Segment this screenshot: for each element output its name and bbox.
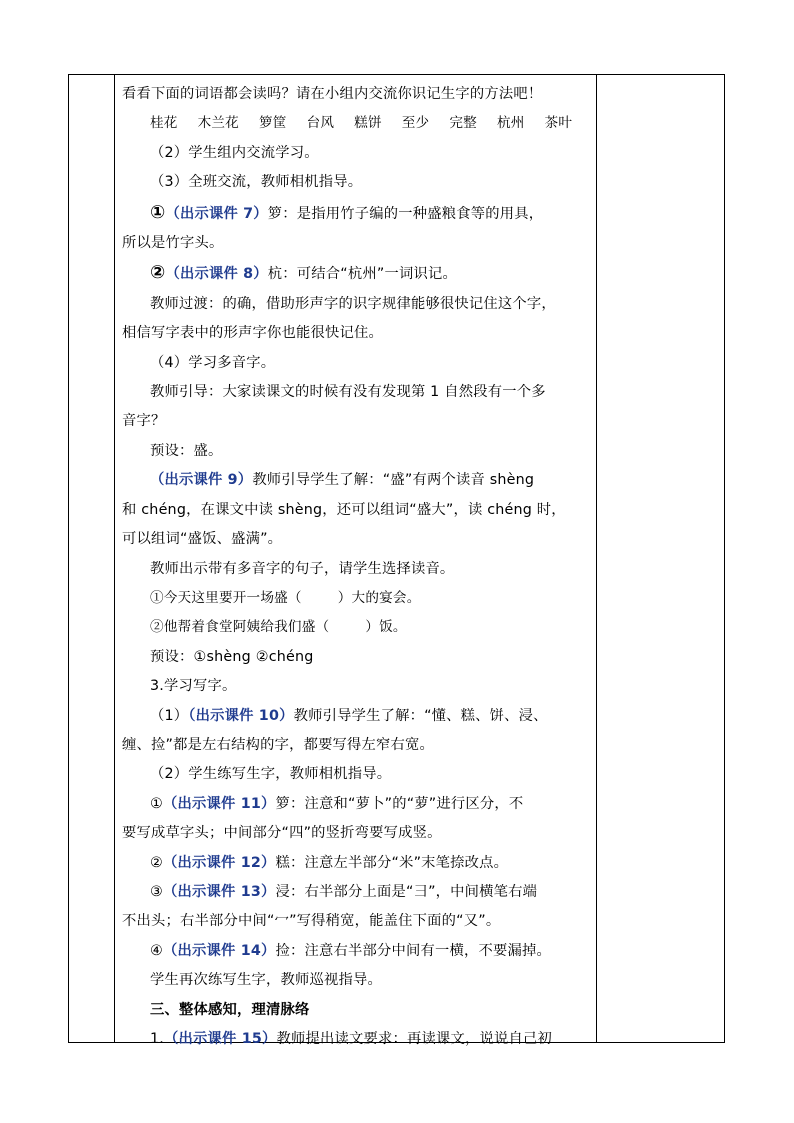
text-line: 缠、捡”都是左右结构的字，都要写得左窄右宽。 [122,736,435,753]
vocab-word: 桂花 [150,115,178,132]
text-line: （4）学习多音字。 [150,354,276,371]
courseware-tag: （出示课件 9） [150,472,253,489]
courseware-tag: （出示课件 13） [163,883,276,900]
text-line [122,878,590,907]
vocab-word: 至少 [401,115,430,132]
courseware-tag: （出示课件 12） [163,854,276,871]
courseware-tag: （出示课件 15） [164,1031,277,1047]
sentence-part: ①今天这里要开一场盛（ [150,589,302,606]
exercise-sentence [122,584,590,613]
line-text: 教师引导学生了解：“盛”有两个读音 shèng [252,472,535,489]
lesson-table [68,74,725,1047]
line-text: 教师提出读文要求：再读课文，说说自己初 [276,1031,552,1047]
line-text: 箩：是指用竹子编的一种盛粮食等的用具， [267,205,544,222]
vocab-word: 茶叶 [544,115,573,132]
courseware-tag: （出示课件 7） [165,205,268,222]
line-text: 捡：注意右半部分中间有一横，不要漏掉。 [275,942,551,959]
item-number: ② [150,854,164,871]
text-line: （3）全班交流，教师相机指导。 [150,174,363,191]
text-line [122,937,590,966]
text-line [122,849,590,878]
text-line: 预设：盛。 [150,442,223,459]
text-line: 可以组词“盛饭、盛满”。 [122,531,283,548]
courseware-tag: （出示课件 14） [163,942,276,959]
text-line: 预设：①shèng ②chéng [150,648,314,665]
text-line: 所以是竹字头。 [122,235,224,252]
vocab-word: 糕饼 [354,115,382,132]
text-line: 不出头；右半部分中间“冖”写得稍宽，能盖住下面的“又”。 [122,913,501,930]
text-line: （2）学生组内交流学习。 [150,144,319,161]
text-line: 学生再次练写生字，教师巡视指导。 [150,972,382,989]
text-line: 要写成草字头；中间部分“四”的竖折弯要写成竖。 [122,825,442,842]
text-line: 教师过渡：的确，借助形声字的识字规律能够很快记住这个字， [150,295,556,312]
courseware-tag: （出示课件 8） [165,266,268,283]
lesson-content-cell [114,75,596,1054]
text-line: 看看下面的词语都会读吗？请在小组内交流你识记生字的方法吧！ [122,86,543,102]
vocab-word: 完整 [449,115,477,132]
courseware-tag: （出示课件 11） [163,795,276,812]
item-number: ① [150,795,164,812]
exercise-sentence [122,613,590,642]
courseware-tag: （出示课件 10） [188,707,294,724]
vocab-word: 箩筐 [258,115,287,132]
item-number: ③ [150,883,164,900]
item-number: ② [150,262,166,284]
vocabulary-words [122,109,590,138]
column-divider [596,75,597,1042]
text-line: 教师引导：大家读课文的时候有没有发现第 1 自然段有一个多 [150,384,546,401]
sentence-part: ）大的宴会。 [337,589,421,606]
line-text: 杭：可结合“杭州”一词识记。 [267,266,457,283]
text-line: 相信写字表中的形声字你也能很快记住。 [122,325,383,342]
text-line [122,1025,590,1054]
line-text: 教师引导学生了解：“懂、糕、饼、浸、 [293,707,548,724]
text-line: 音字？ [122,413,166,430]
text-line: 教师出示带有多音字的句子，请学生选择读音。 [150,560,455,577]
text-line: （2）学生练写生字，教师相机指导。 [150,766,392,783]
item-number: ① [150,201,166,223]
vocab-word: 杭州 [496,115,525,132]
text-line [122,198,590,229]
sentence-part: ）饭。 [365,619,407,636]
section-heading: 三、整体感知，理清脉络 [150,1001,310,1018]
text-line: 和 chéng，在课文中读 shèng，还可以组词“盛大”，读 chéng 时， [122,501,566,518]
vocab-word: 台风 [306,115,335,132]
sentence-part: ②他帮着食堂阿姨给我们盛（ [150,619,330,636]
text-line [122,258,590,289]
vocab-word: 木兰花 [197,115,239,132]
item-number: 1. [150,1031,165,1047]
text-line [122,702,590,731]
line-text: 糕：注意左半部分“米”末笔捺改点。 [275,854,509,871]
text-line: 3.学习写字。 [150,678,237,695]
item-number: ④ [150,942,164,959]
text-line [122,790,590,819]
text-line [122,466,590,495]
line-text: 箩：注意和“萝卜”的“萝”进行区分，不 [275,795,524,812]
line-text: 浸：右半部分上面是“彐”，中间横笔右端 [275,883,538,900]
item-number: （1） [150,707,189,724]
